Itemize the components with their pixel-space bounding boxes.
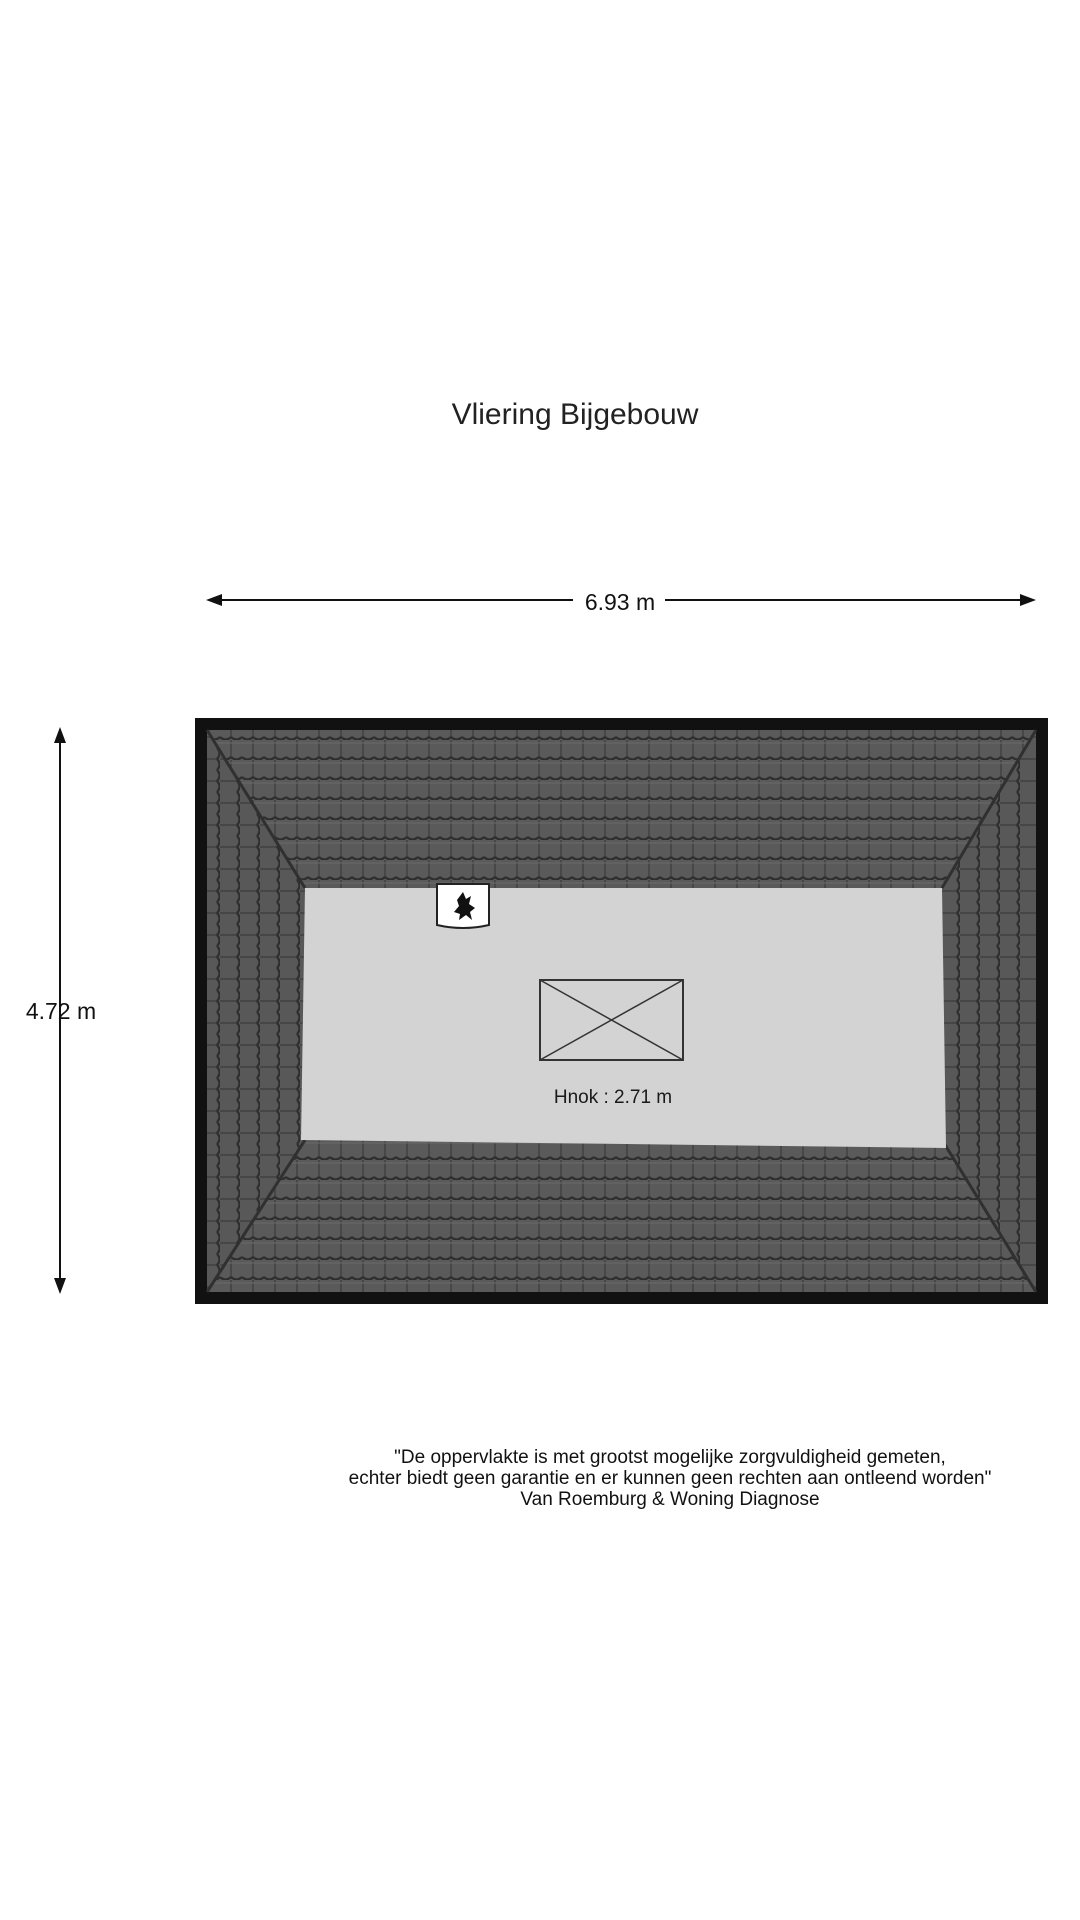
depth-dimension	[26, 727, 96, 1294]
floorplan-title: Vliering Bijgebouw	[451, 398, 699, 431]
disclaimer	[330, 1447, 1010, 1510]
width-dimension	[206, 589, 1036, 615]
attic-floor	[301, 888, 946, 1148]
disclaimer-line-2: echter biedt geen garantie en er kunnen geen rechten aan ontleend worden"	[348, 1468, 992, 1489]
ridge-height-label: Hnok : 2.71 m	[553, 1087, 673, 1108]
depth-label: 4.72 m	[25, 998, 97, 1024]
width-label: 6.93 m	[584, 589, 656, 615]
chimney-vent-icon	[437, 884, 489, 928]
disclaimer-line-1: "De oppervlakte is met grootst mogelijke zorgvuldigheid gemeten,	[394, 1447, 946, 1468]
disclaimer-line-3: Van Roemburg & Woning Diagnose	[520, 1489, 820, 1510]
